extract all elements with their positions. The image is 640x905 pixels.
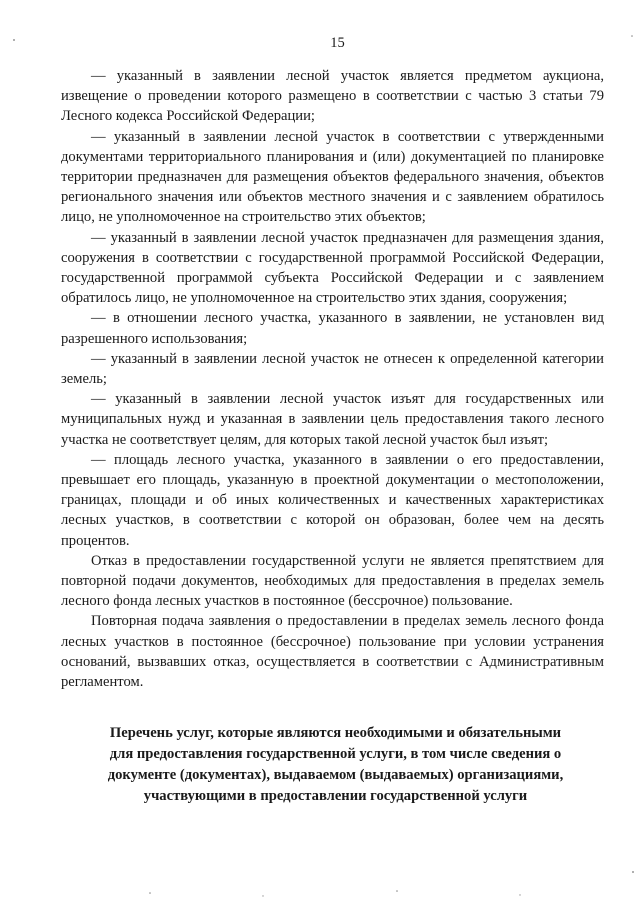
paragraph-repeat-application: Повторная подача заявления о предоставлении в пределах земель лесного фонда лесных участков в постоянное (бессрочное) пользование при условии устранения оснований, вызвавших отказ, осуществляется в соответствии с Административным регламентом. bbox=[61, 613, 604, 691]
paragraph-permitted-use: — в отношении лесного участка, указанного в заявлении, не установлен вид разрешенного использования; bbox=[61, 310, 604, 347]
paragraph-territorial-planning: — указанный в заявлении лесной участок в соответствии с утвержденными документами территориального планирования и (или) документацией по планировке территории предназначен для размещения объектов федерального значения, объектов регионального значения или объектов местного значения и с заявлением обратилось лицо, не уполномоченное на строительство этих объектов; bbox=[61, 128, 604, 226]
paragraph-withdrawn-land: — указанный в заявлении лесной участок изъят для государственных или муниципальных нужд и указанная в заявлении цель предоставления такого лесного участка не соответствует целям, для которых такой лесной участок был изъят; bbox=[61, 391, 604, 448]
section-heading-line: документе (документах), выдаваемом (выдаваемых) организациями, bbox=[107, 767, 564, 784]
paragraph-land-category: — указанный в заявлении лесной участок не отнесен к определенной категории земель; bbox=[61, 350, 604, 388]
paragraph-area-exceeds: — площадь лесного участка, указанного в заявлении о его предоставлении, превышает его площадь, указанную в проектной документации о местоположении, границах, площади и об иных количественных и качественных характеристиках лесных участков, в соответствии с которой он образован, более чем на десять процентов. bbox=[61, 451, 604, 549]
page-number: 15 bbox=[330, 35, 345, 51]
section-heading-line: участвующими в предоставлении государственной услуги bbox=[143, 788, 528, 805]
section-heading bbox=[61, 723, 604, 807]
paragraph-refusal-not-obstacle: Отказ в предоставлении государственной услуги не является препятствием для повторной подачи документов, необходимых для предоставления в пределах земель лесного фонда лесных участков в постоянное (бессрочное) пользование. bbox=[61, 552, 604, 610]
paragraph-state-program: — указанный в заявлении лесной участок предназначен для размещения здания, сооружения в соответствии с государственной программой Российской Федерации, государственной программой субъекта Российской Федерации и с заявлением обратилось лицо, не уполномоченное на строительство этих здания, сооружения; bbox=[61, 229, 604, 307]
section-heading-line: Перечень услуг, которые являются необходимыми и обязательными bbox=[109, 725, 562, 742]
body-text bbox=[61, 66, 604, 692]
section-heading-line: для предоставления государственной услуги, в том числе сведения о bbox=[109, 746, 562, 763]
paragraph-auction: — указанный в заявлении лесной участок является предметом аукциона, извещение о проведении которого размещено в соответствии с частью 3 статьи 79 Лесного кодекса Российской Федерации; bbox=[61, 68, 604, 125]
